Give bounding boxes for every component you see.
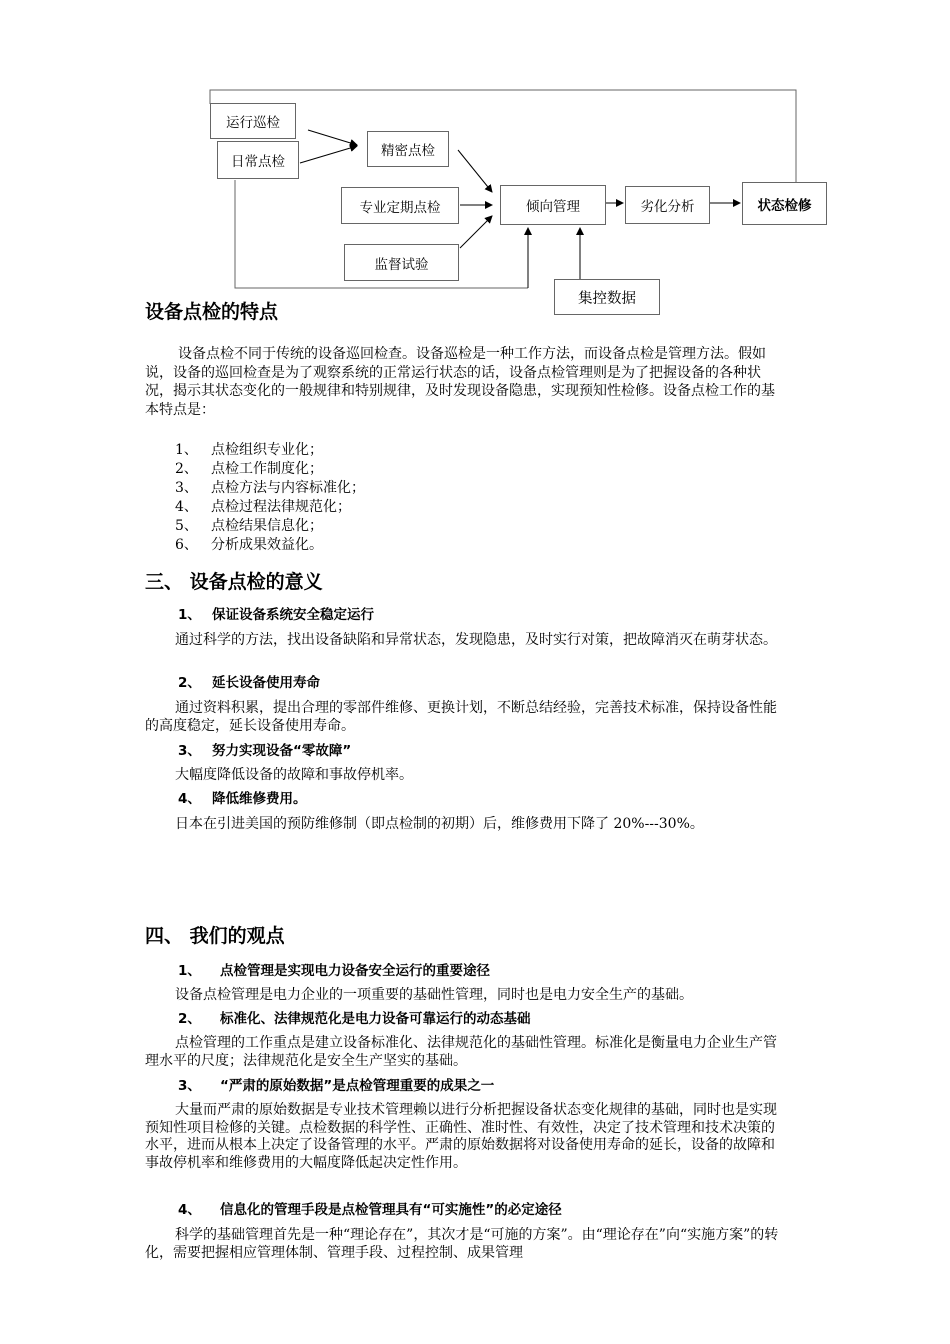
node-trend: [500, 185, 606, 225]
section4-item2-body: 点检管理的工作重点是建立设备标准化、法律规范化的基础性管理。标准化是衡量电力企业生产管理水平的尺度；法律规范化是安全生产坚实的基础。: [145, 1035, 777, 1069]
section3-item1-heading: [178, 603, 374, 623]
diagram-connectors: [0, 0, 950, 320]
list-item-num: 3、: [175, 480, 198, 496]
list-item-num: 1、: [175, 442, 198, 458]
list-item-text: 点检方法与内容标准化；: [211, 480, 365, 496]
list-item-num: 6、: [175, 537, 198, 553]
heading-text: 点检管理是实现电力设备安全运行的重要途径: [220, 963, 490, 979]
heading-num: 3、: [178, 743, 201, 759]
node-central: [554, 279, 660, 315]
heading-text: 信息化的管理手段是点检管理具有“可实施性”的必定途径: [220, 1202, 562, 1218]
heading-num: 1、: [178, 963, 201, 979]
section4-title: 四、 我们的观点: [145, 925, 285, 947]
section3-title: 三、 设备点检的意义: [145, 571, 323, 593]
heading-num: 4、: [178, 1202, 201, 1218]
heading-text: 降低维修费用。: [212, 791, 307, 807]
section3-item3-heading: [178, 739, 351, 759]
heading-num: 2、: [178, 675, 201, 691]
node-supervise-label: 监督试验: [374, 256, 429, 273]
heading-num: 2、: [178, 1011, 201, 1027]
arrow-patrol-precise: [308, 130, 357, 145]
list-item: [175, 498, 365, 517]
section3-item4-heading: [178, 787, 307, 807]
node-trend-label: 倾向管理: [526, 199, 580, 215]
node-patrol: [210, 103, 296, 139]
node-supervise: [344, 244, 459, 281]
arrow-precise-trend: [458, 150, 492, 192]
list-item-num: 5、: [175, 518, 198, 534]
heading-num: 3、: [178, 1078, 201, 1094]
arrow-daily-precise: [300, 146, 357, 163]
list-item-text: 点检工作制度化；: [211, 461, 323, 477]
section4-item1-body: 设备点检管理是电力企业的一项重要的基础性管理，同时也是电力安全生产的基础。: [175, 987, 693, 1003]
node-condition-label: 状态检修: [757, 197, 812, 214]
list-item-text: 点检组织专业化；: [211, 442, 323, 458]
heading-num: 1、: [178, 607, 201, 623]
node-patrol-label: 运行巡检: [226, 115, 280, 131]
list-item: [175, 441, 365, 460]
heading-text: 延长设备使用寿命: [212, 675, 320, 691]
list-item-text: 分析成果效益化。: [211, 537, 323, 553]
list-item: [175, 460, 365, 479]
section3-item3-body: 大幅度降低设备的故障和事故停机率。: [175, 767, 413, 783]
node-periodic: [341, 187, 459, 224]
section4-item4-body: 科学的基础管理首先是一种“理论存在”，其次才是“可施的方案”。由“理论存在”向“实施方案”的转化，需要把握相应管理体制、管理手段、过程控制、成果管理: [145, 1227, 779, 1261]
list-item-text: 点检过程法律规范化；: [211, 499, 351, 515]
heading-text: 保证设备系统安全稳定运行: [212, 607, 374, 623]
node-daily-label: 日常点检: [231, 154, 285, 170]
list-item-num: 2、: [175, 461, 198, 477]
node-condition: [742, 182, 827, 225]
section4-item2-heading: [178, 1007, 531, 1027]
list-item-num: 4、: [175, 499, 198, 515]
section3-item1-body: 通过科学的方法，找出设备缺陷和异常状态，发现隐患，及时实行对策，把故障消灭在萌芽状态。: [175, 632, 777, 648]
list-item-text: 点检结果信息化；: [211, 518, 323, 534]
section2-title: 设备点检的特点: [145, 301, 279, 323]
list-item: [175, 479, 365, 498]
node-precise-label: 精密点检: [381, 143, 435, 159]
section2-paragraph: 设备点检不同于传统的设备巡回检查。设备巡检是一种工作方法，而设备点检是管理方法。假如说，设备的巡回检查是为了观察系统的正常运行状态的话，设备点检管理则是为了把握设备的各种状况，揭示其状态变化的一般规律和特别规律，及时发现设备隐患，实现预知性检修。设备点检工作的基本特点是：: [145, 346, 775, 419]
list-item: [175, 517, 365, 536]
section4-item3-heading: [178, 1074, 494, 1094]
section4-item1-heading: [178, 959, 490, 979]
section4-item4-heading: [178, 1198, 562, 1218]
node-periodic-label: 专业定期点检: [359, 199, 441, 216]
section3-item4-body: 日本在引进美国的预防维修制（即点检制的初期）后，维修费用下降了 20%---30%。: [175, 816, 704, 832]
section3-item2-heading: [178, 671, 320, 691]
section3-item2-body: 通过资料积累，提出合理的零部件维修、更换计划，不断总结经验，完善技术标准，保持设备性能的高度稳定，延长设备使用寿命。: [145, 700, 777, 734]
node-precise: [367, 131, 449, 167]
heading-num: 4、: [178, 791, 201, 807]
heading-text: “严肃的原始数据”是点检管理重要的成果之一: [220, 1078, 495, 1094]
heading-text: 标准化、法律规范化是电力设备可靠运行的动态基础: [220, 1011, 531, 1027]
section4-item3-body: 大量而严肃的原始数据是专业技术管理赖以进行分析把握设备状态变化规律的基础，同时也是实现预知性项目检修的关键。点检数据的科学性、正确性、准时性、有效性，决定了技术管理和技术决策的水平，进而从根本上决定了设备管理的水平。严肃的原始数据将对设备使用寿命的延长，设备的故障和事故停机率和维修费用的大幅度降低起决定性作用。: [145, 1102, 777, 1171]
node-central-label: 集控数据: [578, 290, 636, 307]
node-daily: [217, 141, 299, 179]
arrow-supervise-trend: [460, 216, 492, 248]
node-degrade: [625, 186, 710, 224]
node-degrade-label: 劣化分析: [640, 199, 695, 215]
list-item: [175, 536, 365, 555]
heading-text: 努力实现设备“零故障”: [212, 743, 352, 759]
features-list: [175, 441, 365, 555]
